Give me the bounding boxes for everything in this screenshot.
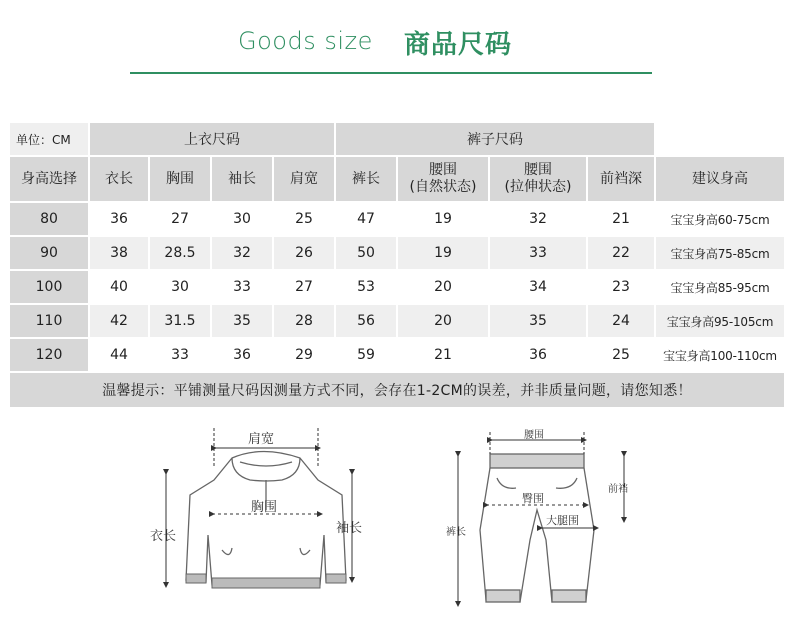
pocket-right bbox=[300, 548, 310, 555]
suggested-height-cell: 宝宝身高85-95cm bbox=[656, 271, 784, 303]
pants-waistband bbox=[490, 454, 584, 468]
size-cell: 34 bbox=[490, 271, 586, 303]
size-cell: 44 bbox=[90, 339, 148, 371]
label-hip: 臀围 bbox=[522, 492, 544, 505]
pants-pocket-left bbox=[497, 478, 516, 488]
title-english: Goods size bbox=[238, 27, 373, 55]
size-cell: 47 bbox=[336, 203, 396, 235]
pants-outline bbox=[480, 468, 594, 602]
group-pants-header: 裤子尺码 bbox=[336, 123, 654, 155]
size-cell: 40 bbox=[90, 271, 148, 303]
table-row bbox=[10, 237, 784, 269]
size-cell: 27 bbox=[150, 203, 210, 235]
size-cell: 42 bbox=[90, 305, 148, 337]
size-cell: 36 bbox=[90, 203, 148, 235]
column-header: 建议身高 bbox=[656, 157, 784, 201]
suggested-height-cell: 宝宝身高60-75cm bbox=[656, 203, 784, 235]
label-thigh: 大腿围 bbox=[546, 514, 579, 527]
collar-inner bbox=[240, 462, 292, 466]
column-header: 袖长 bbox=[212, 157, 272, 201]
size-cell: 23 bbox=[588, 271, 654, 303]
height-cell: 120 bbox=[10, 339, 88, 371]
size-cell: 53 bbox=[336, 271, 396, 303]
height-cell: 90 bbox=[10, 237, 88, 269]
height-cell: 80 bbox=[10, 203, 88, 235]
size-cell: 26 bbox=[274, 237, 334, 269]
suggested-height-cell: 宝宝身高95-105cm bbox=[656, 305, 784, 337]
label-top-length: 衣长 bbox=[150, 529, 177, 544]
label-waist: 腰围 bbox=[524, 430, 544, 441]
size-cell: 28 bbox=[274, 305, 334, 337]
size-cell: 28.5 bbox=[150, 237, 210, 269]
size-cell: 24 bbox=[588, 305, 654, 337]
size-cell: 59 bbox=[336, 339, 396, 371]
size-cell: 35 bbox=[212, 305, 272, 337]
column-header: 肩宽 bbox=[274, 157, 334, 201]
size-cell: 19 bbox=[398, 203, 488, 235]
suggested-height-cell: 宝宝身高75-85cm bbox=[656, 237, 784, 269]
measurement-diagram bbox=[0, 410, 790, 635]
title-chinese: 商品尺码 bbox=[404, 30, 513, 60]
size-cell: 33 bbox=[212, 271, 272, 303]
size-cell: 22 bbox=[588, 237, 654, 269]
size-cell: 29 bbox=[274, 339, 334, 371]
size-cell: 50 bbox=[336, 237, 396, 269]
size-cell: 19 bbox=[398, 237, 488, 269]
table-row bbox=[10, 271, 784, 303]
top-garment-drawing bbox=[186, 452, 346, 586]
suggested-height-cell: 宝宝身高100-110cm bbox=[656, 339, 784, 371]
size-cell: 35 bbox=[490, 305, 586, 337]
size-cell: 30 bbox=[150, 271, 210, 303]
size-cell: 25 bbox=[588, 339, 654, 371]
column-header: 裤长 bbox=[336, 157, 396, 201]
cuff-right bbox=[552, 590, 586, 602]
label-shoulder: 肩宽 bbox=[248, 432, 275, 447]
column-header: 身高选择 bbox=[10, 157, 88, 201]
size-cell: 31.5 bbox=[150, 305, 210, 337]
column-header: 前裆深 bbox=[588, 157, 654, 201]
label-pants-length: 裤长 bbox=[446, 527, 466, 538]
size-cell: 33 bbox=[150, 339, 210, 371]
cuff-left bbox=[486, 590, 520, 602]
table-row bbox=[10, 203, 784, 235]
size-cell: 32 bbox=[490, 203, 586, 235]
label-sleeve: 袖长 bbox=[336, 521, 363, 536]
size-table bbox=[8, 121, 786, 409]
size-cell: 36 bbox=[212, 339, 272, 371]
table-row bbox=[10, 305, 784, 337]
header-blank bbox=[656, 123, 784, 155]
size-cell: 30 bbox=[212, 203, 272, 235]
unit-label: 单位：CM bbox=[10, 123, 88, 155]
size-cell: 20 bbox=[398, 305, 488, 337]
pocket-left bbox=[222, 548, 232, 555]
size-cell: 27 bbox=[274, 271, 334, 303]
size-cell: 56 bbox=[336, 305, 396, 337]
group-top-header: 上衣尺码 bbox=[90, 123, 334, 155]
table-row bbox=[10, 339, 784, 371]
column-header: 腰围 (自然状态) bbox=[398, 157, 488, 201]
column-header: 胸围 bbox=[150, 157, 210, 201]
size-cell: 36 bbox=[490, 339, 586, 371]
size-cell: 21 bbox=[398, 339, 488, 371]
size-cell: 38 bbox=[90, 237, 148, 269]
size-cell: 21 bbox=[588, 203, 654, 235]
size-cell: 25 bbox=[274, 203, 334, 235]
hood-collar bbox=[232, 458, 300, 481]
label-rise: 前裆 bbox=[608, 484, 628, 495]
sweater-rib-hem bbox=[186, 574, 346, 588]
column-header: 腰围 (拉伸状态) bbox=[490, 157, 586, 201]
column-header: 衣长 bbox=[90, 157, 148, 201]
height-cell: 100 bbox=[10, 271, 88, 303]
height-cell: 110 bbox=[10, 305, 88, 337]
label-chest: 胸围 bbox=[251, 500, 278, 515]
sweater-outline bbox=[186, 452, 346, 586]
size-cell: 33 bbox=[490, 237, 586, 269]
notice-text: 温馨提示：平铺测量尺码因测量方式不同，会存在1-2CM的误差，并非质量问题，请您知悉！ bbox=[10, 373, 784, 407]
size-cell: 20 bbox=[398, 271, 488, 303]
title-underline bbox=[130, 72, 652, 74]
pants-pocket-right bbox=[556, 478, 577, 488]
size-cell: 32 bbox=[212, 237, 272, 269]
